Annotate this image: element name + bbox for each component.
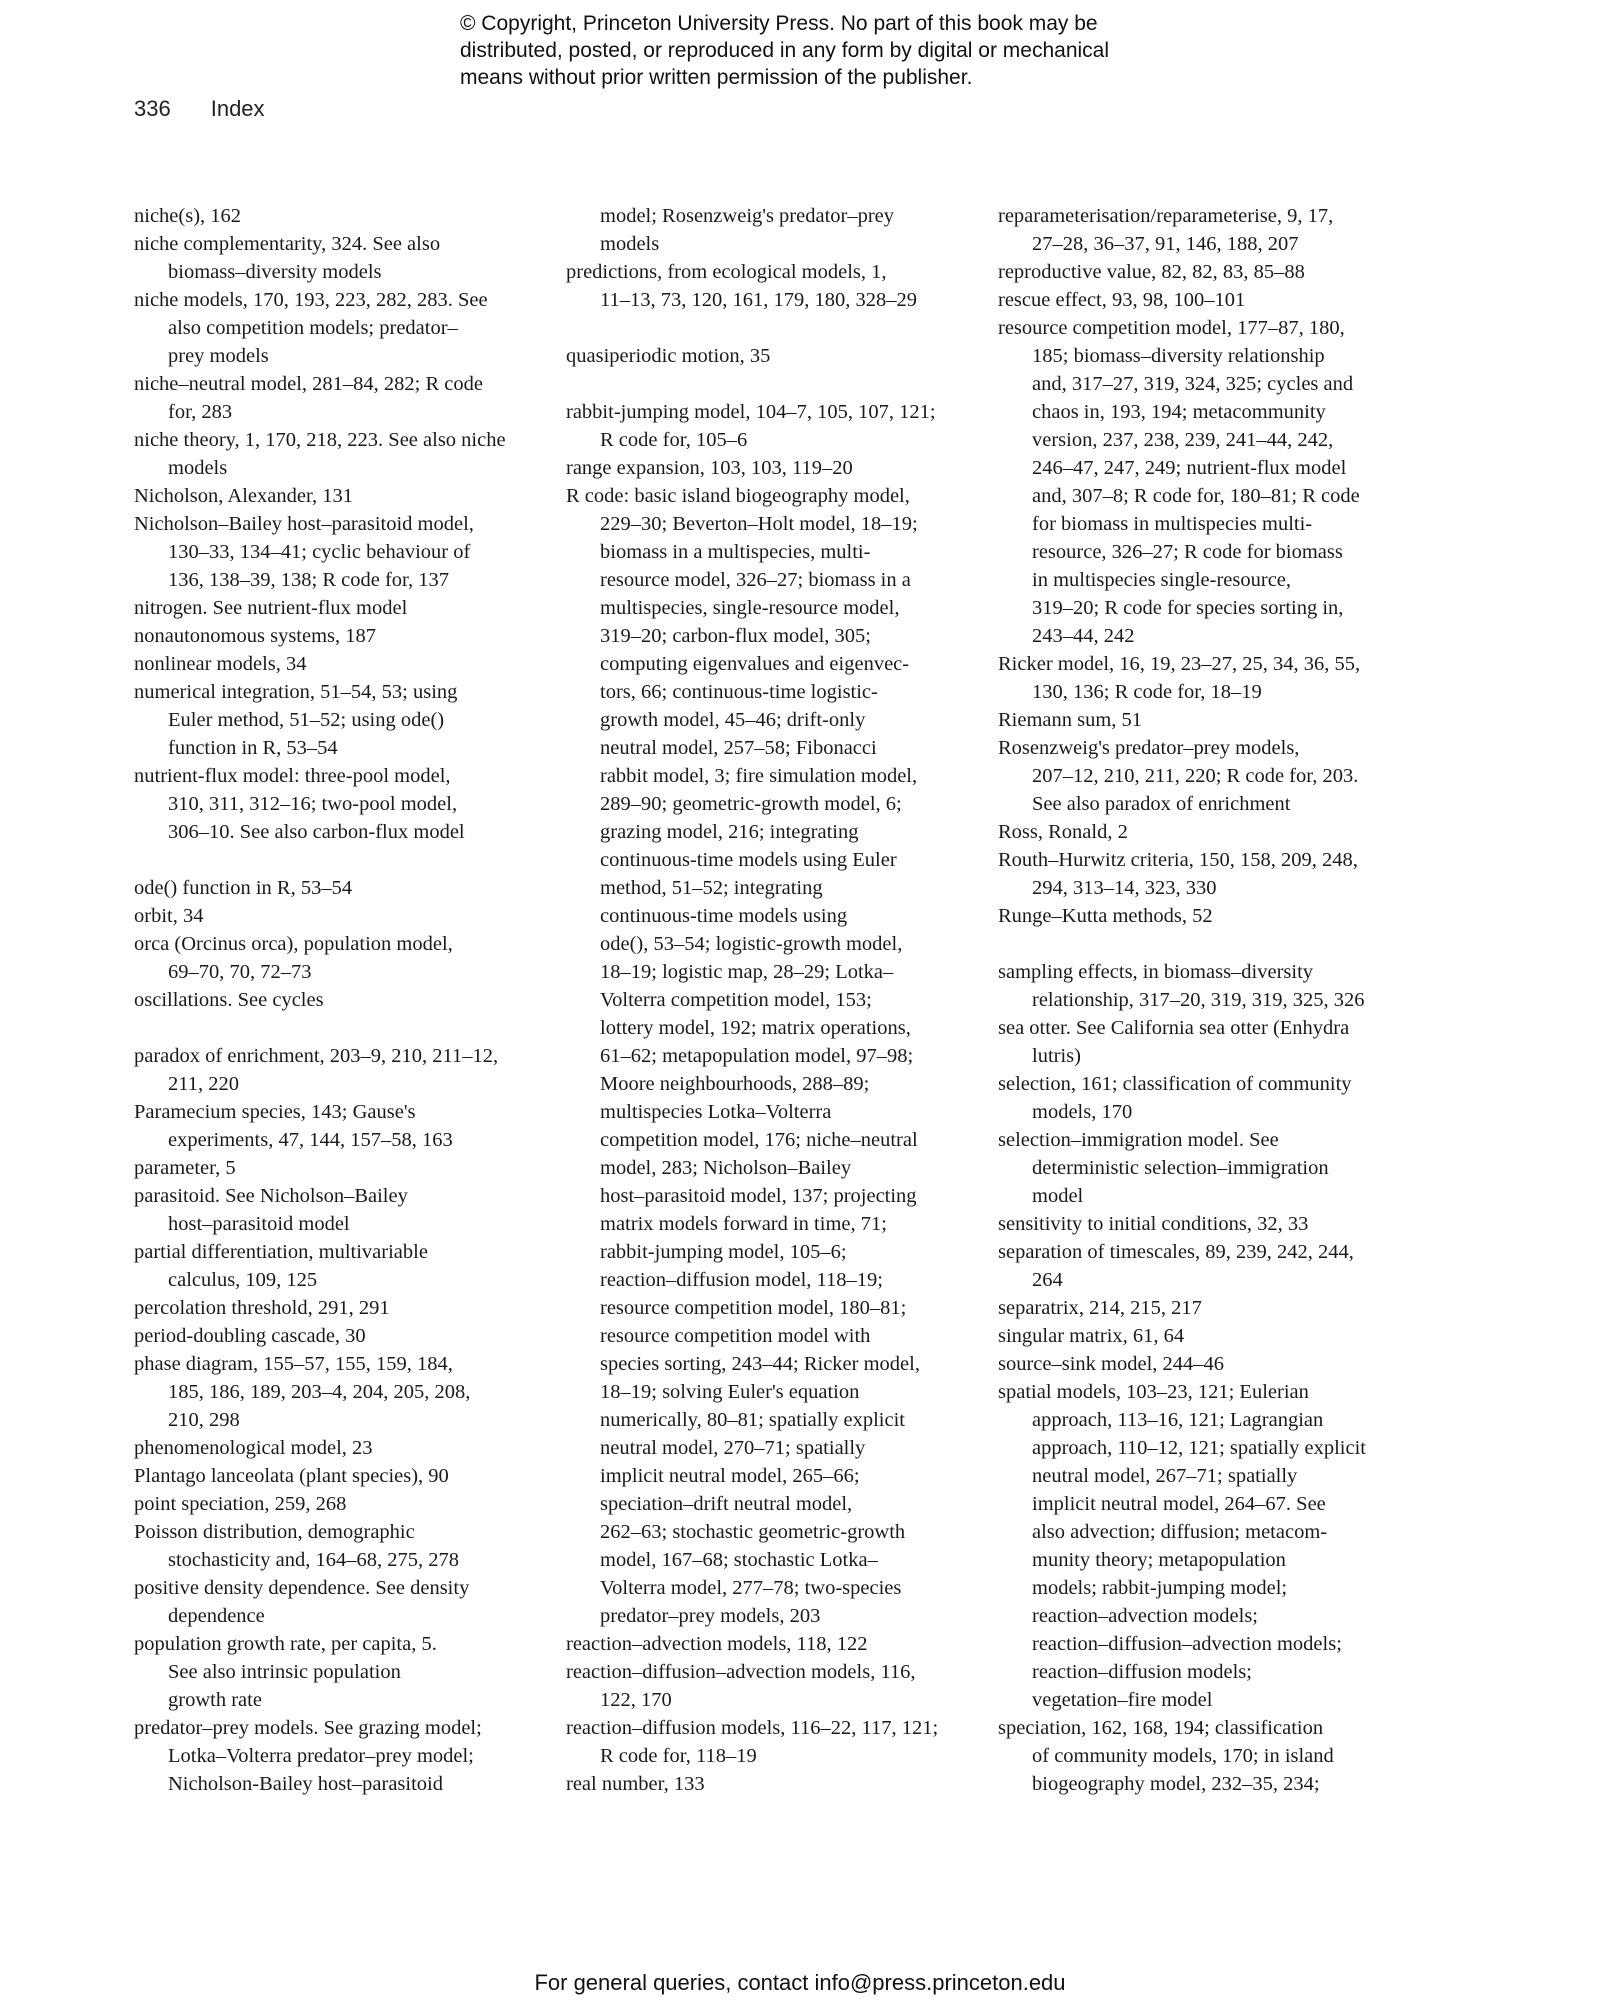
page-number: 336 (134, 96, 171, 121)
footer-contact: For general queries, contact info@press.princeton.edu (534, 1970, 1066, 1995)
index-entry: selection, 161; classification of community models, 170 (998, 1073, 1352, 1123)
index-entry: model; Rosenzweig's predator–prey models (600, 205, 895, 255)
index-entry: niche complementarity, 324. See also biomass–diversity models (134, 233, 441, 283)
index-entry: positive density dependence. See density dependence (134, 1577, 470, 1627)
index-entry: Riemann sum, 51 (998, 709, 1143, 731)
copyright-notice (460, 10, 1200, 91)
index-entry: sensitivity to initial conditions, 32, 33 (998, 1213, 1309, 1235)
letter-gap (566, 314, 966, 342)
index-entry: niche theory, 1, 170, 218, 223. See also niche models (134, 429, 506, 479)
index-entry: point speciation, 259, 268 (134, 1493, 347, 1515)
running-head: Index (210, 96, 265, 121)
index-entry: R code: basic island biogeography model, 229–30; Beverton–Holt model, 18–19; biomass in a multispecies, multi- resource model, 326–27; biomass in a multispecies, single-resource model, 319–20; carbon-flux model, 305; computing eigenvalues and eigenvec- tors, 66; continuous-time logistic- growth model, 45–46; drift-only neutral model, 257–58; Fibonacci rabbit model, 3; fire simulation model, 289–90; geometric-growth model, 6; grazing model, 216; integrating continuous-time models using Euler method, 51–52; integrating continuous-time models using ode(), 53–54; logistic-growth model, 18–19; logistic map, 28–29; Lotka– Volterra competition model, 153; lottery model, 192; matrix operations, 61–62; metapopulation model, 97–98; Moore neighbourhoods, 288–89; multispecies Lotka–Volterra competition model, 176; niche–neutral model, 283; Nicholson–Bailey host–parasitoid model, 137; projecting matrix models forward in time, 71; rabbit-jumping model, 105–6; reaction–diffusion model, 118–19; resource competition model, 180–81; resource competition model with species sorting, 243–44; Ricker model, 18–19; solving Euler's equation numerically, 80–81; spatially explicit neutral model, 270–71; spatially implicit neutral model, 265–66; speciation–drift neutral model, 262–63; stochastic geometric-growth model, 167–68; stochastic Lotka– Volterra model, 277–78; two-species predator–prey models, 203 (566, 485, 920, 1627)
index-entry: nonlinear models, 34 (134, 653, 307, 675)
index-entry: predator–prey models. See grazing model; Lotka–Volterra predator–prey model; Nicholson-Bailey host–parasitoid (134, 1717, 482, 1795)
index-entry: parameter, 5 (134, 1157, 236, 1179)
index-column-3 (998, 202, 1398, 1798)
index-entry: reaction–advection models, 118, 122 (566, 1633, 868, 1655)
index-entry: reproductive value, 82, 82, 83, 85–88 (998, 261, 1305, 283)
index-entry: partial differentiation, multivariable calculus, 109, 125 (134, 1241, 428, 1291)
index-entry: sampling effects, in biomass–diversity relationship, 317–20, 319, 319, 325, 326 (998, 961, 1365, 1011)
index-entry: paradox of enrichment, 203–9, 210, 211–12, 211, 220 (134, 1045, 499, 1095)
index-entry: Plantago lanceolata (plant species), 90 (134, 1465, 449, 1487)
index-entry: period-doubling cascade, 30 (134, 1325, 366, 1347)
letter-gap (134, 1014, 534, 1042)
index-entry: separation of timescales, 89, 239, 242, 244, 264 (998, 1241, 1354, 1291)
index-entry: rabbit-jumping model, 104–7, 105, 107, 121; R code for, 105–6 (566, 401, 936, 451)
index-entry: orca (Orcinus orca), population model, 69–70, 70, 72–73 (134, 933, 453, 983)
index-entry: reparameterisation/reparameterise, 9, 17, 27–28, 36–37, 91, 146, 188, 207 (998, 205, 1334, 255)
index-entry: orbit, 34 (134, 905, 204, 927)
index-entry: Nicholson, Alexander, 131 (134, 485, 353, 507)
index-column-2 (566, 202, 966, 1798)
letter-gap (134, 846, 534, 874)
index-entry: percolation threshold, 291, 291 (134, 1297, 390, 1319)
index-entry: oscillations. See cycles (134, 989, 324, 1011)
index-entry: population growth rate, per capita, 5. See also intrinsic population growth rate (134, 1633, 437, 1711)
index-entry: phenomenological model, 23 (134, 1437, 373, 1459)
page-header (134, 96, 265, 122)
index-entry: source–sink model, 244–46 (998, 1353, 1225, 1375)
index-entry: singular matrix, 61, 64 (998, 1325, 1185, 1347)
index-entry: spatial models, 103–23, 121; Eulerian approach, 113–16, 121; Lagrangian approach, 110–12, 121; spatially explicit neutral model, 267–71; spatially implicit neutral model, 264–67. See also advection; diffusion; metacom- munity theory; metapopulation models; rabbit-jumping model; reaction–advection models; reaction–diffusion–advection models; reaction–diffusion models; vegetation–fire model (998, 1381, 1366, 1711)
index-entry: Rosenzweig's predator–prey models, 207–12, 210, 211, 220; R code for, 203. See also paradox of enrichment (998, 737, 1359, 815)
index-entry: Ross, Ronald, 2 (998, 821, 1128, 843)
index-entry: niche models, 170, 193, 223, 282, 283. See also competition models; predator– prey models (134, 289, 488, 367)
copyright-line: distributed, posted, or reproduced in any form by digital or mechanical (460, 39, 1110, 62)
letter-gap (998, 930, 1398, 958)
index-entry: sea otter. See California sea otter (Enhydra lutris) (998, 1017, 1350, 1067)
index-entry: resource competition model, 177–87, 180, 185; biomass–diversity relationship and, 317–27, 319, 324, 325; cycles and chaos in, 193, 194; metacommunity version, 237, 238, 239, 241–44, 242, 246–47, 247, 249; nutrient-flux model and, 307–8; R code for, 180–81; R code for biomass in multispecies multi- resource, 326–27; R code for biomass in multispecies single-resource, 319–20; R code for species sorting in, 243–44, 242 (998, 317, 1360, 647)
index-entry: rescue effect, 93, 98, 100–101 (998, 289, 1246, 311)
index-entry: nonautonomous systems, 187 (134, 625, 377, 647)
copyright-line: © Copyright, Princeton University Press. No part of this book may be (460, 12, 1098, 35)
index-entry: nitrogen. See nutrient-flux model (134, 597, 408, 619)
index-entry: Runge–Kutta methods, 52 (998, 905, 1213, 927)
index-entry: phase diagram, 155–57, 155, 159, 184, 185, 186, 189, 203–4, 204, 205, 208, 210, 298 (134, 1353, 471, 1431)
index-entry: selection–immigration model. See deterministic selection–immigration model (998, 1129, 1329, 1207)
index-entry: parasitoid. See Nicholson–Bailey host–parasitoid model (134, 1185, 408, 1235)
index-entry: ode() function in R, 53–54 (134, 877, 353, 899)
index-entry: reaction–diffusion models, 116–22, 117, 121; R code for, 118–19 (566, 1717, 939, 1767)
index-entry: niche(s), 162 (134, 205, 242, 227)
index-entry: range expansion, 103, 103, 119–20 (566, 457, 853, 479)
index-entry: Paramecium species, 143; Gause's experiments, 47, 144, 157–58, 163 (134, 1101, 453, 1151)
index-entry: Nicholson–Bailey host–parasitoid model, 130–33, 134–41; cyclic behaviour of 136, 138–39, 138; R code for, 137 (134, 513, 474, 591)
index-entry: reaction–diffusion–advection models, 116, 122, 170 (566, 1661, 916, 1711)
index-entry: Ricker model, 16, 19, 23–27, 25, 34, 36, 55, 130, 136; R code for, 18–19 (998, 653, 1361, 703)
copyright-line: means without prior written permission of the publisher. (460, 66, 973, 89)
index-entry: Routh–Hurwitz criteria, 150, 158, 209, 248, 294, 313–14, 323, 330 (998, 849, 1358, 899)
index-entry: numerical integration, 51–54, 53; using Euler method, 51–52; using ode() function in R, 53–54 (134, 681, 458, 759)
index-entry: predictions, from ecological models, 1, 11–13, 73, 120, 161, 179, 180, 328–29 (566, 261, 917, 311)
letter-gap (566, 370, 966, 398)
index-column-1 (134, 202, 534, 1798)
index-entry: niche–neutral model, 281–84, 282; R code for, 283 (134, 373, 483, 423)
index-entry: separatrix, 214, 215, 217 (998, 1297, 1202, 1319)
index-entry: Poisson distribution, demographic stochasticity and, 164–68, 275, 278 (134, 1521, 459, 1571)
index-entry: nutrient-flux model: three-pool model, 310, 311, 312–16; two-pool model, 306–10. See also carbon-flux model (134, 765, 465, 843)
index-entry: real number, 133 (566, 1773, 705, 1795)
index-entry: speciation, 162, 168, 194; classification of community models, 170; in island biogeography model, 232–35, 234; (998, 1717, 1334, 1795)
index-entry: quasiperiodic motion, 35 (566, 345, 771, 367)
